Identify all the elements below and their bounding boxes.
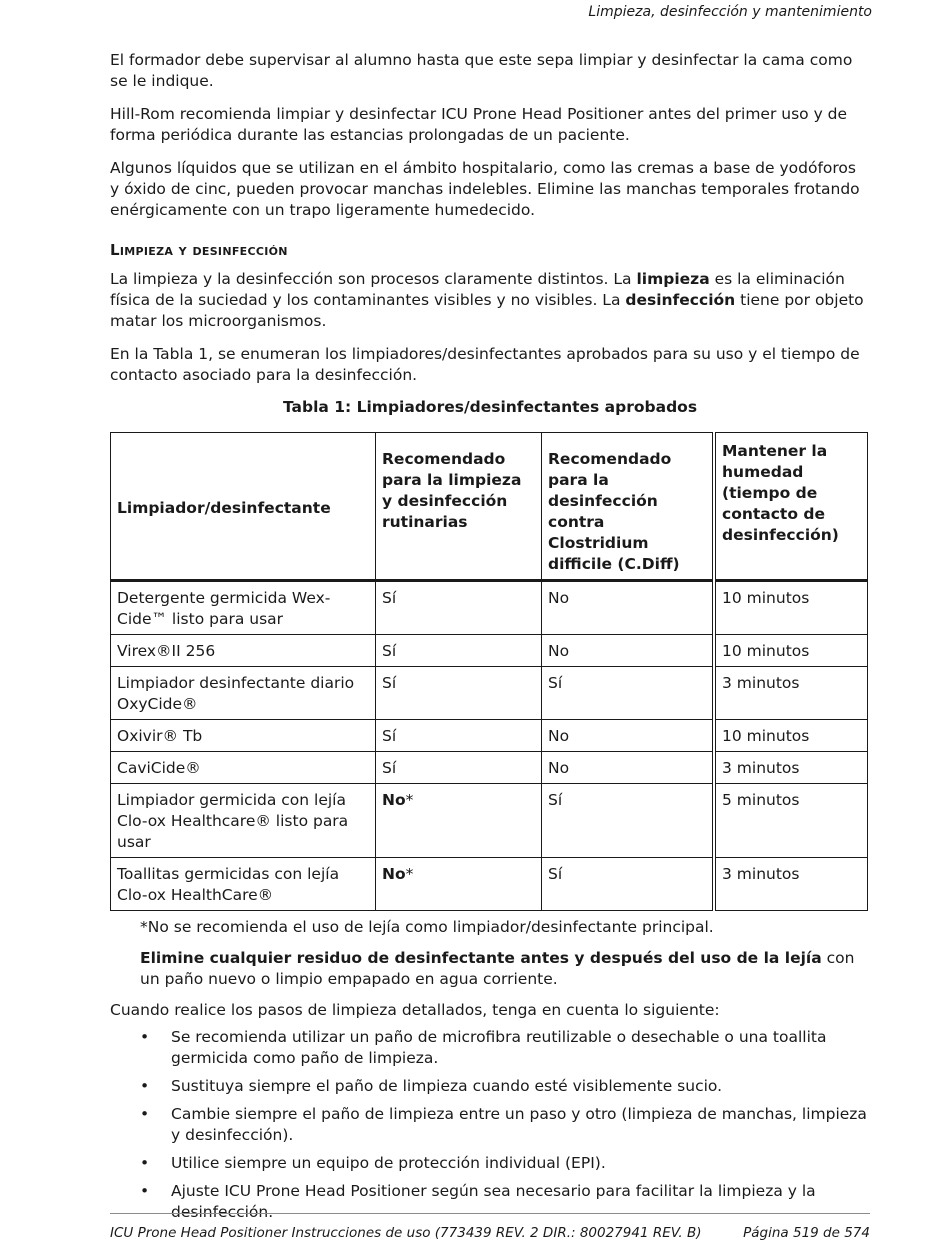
header-cleaner: Limpiador/desinfectante (111, 433, 376, 581)
cell-routine-asterisk: * (405, 865, 414, 883)
cell-cdiff: No (542, 752, 715, 784)
table-body (111, 581, 868, 911)
residue-note-bold: Elimine cualquier residuo de desinfectante antes y después del uso de la lejía (140, 949, 822, 967)
running-header: Limpieza, desinfección y mantenimiento (588, 4, 872, 20)
page-content (110, 50, 870, 1230)
paragraph-recommendation: Hill-Rom recomienda limpiar y desinfectar ICU Prone Head Positioner antes del primer uso y de forma periódica durante las estancias prolongadas de un paciente. (110, 105, 848, 144)
list-item (110, 1104, 870, 1146)
residue-note (140, 948, 870, 990)
paragraph-stains: Algunos líquidos que se utilizan en el ámbito hospitalario, como las cremas a base de yodóforos y óxido de cinc, pueden provocar manchas indelebles. Elimine las manchas temporales frotando enérgicamente con un trapo ligeramente humedecido. (110, 159, 860, 219)
paragraph-trainer: El formador debe supervisar al alumno hasta que este sepa limpiar y desinfectar la cama como se le indique. (110, 51, 853, 90)
cell-cdiff: No (542, 720, 715, 752)
table-title: Tabla 1: Limpiadores/desinfectantes aprobados (282, 398, 698, 416)
cell-cleaner-name: Toallitas germicidas con lejía Clo-ox HealthCare® (111, 858, 376, 911)
header-contact-time: Mantener la humedad (tiempo de contacto de desinfección) (714, 433, 868, 581)
cell-contact-time: 3 minutos (714, 858, 868, 911)
term-limpieza: limpieza (636, 270, 710, 288)
header-routine: Recomendado para la limpieza y desinfección rutinarias (376, 433, 542, 581)
cell-contact-time: 10 minutos (714, 581, 868, 635)
table-row (111, 858, 868, 911)
cell-routine: Sí (376, 635, 542, 667)
cell-contact-time: 10 minutos (714, 635, 868, 667)
cell-routine-asterisk: * (405, 791, 414, 809)
list-item-text: Ajuste ICU Prone Head Positioner según sea necesario para facilitar la limpieza y la desinfección. (171, 1182, 816, 1221)
list-item-text: Sustituya siempre el paño de limpieza cuando esté visiblemente sucio. (171, 1077, 723, 1095)
bullet-icon: • (140, 1154, 150, 1172)
cell-cdiff: No (542, 581, 715, 635)
section-heading: Limpieza y desinfección (110, 241, 288, 259)
footer-page-number: Página 519 de 574 (743, 1225, 870, 1241)
cell-cdiff: Sí (542, 858, 715, 911)
cell-cleaner-name: CaviCide® (111, 752, 376, 784)
list-item (110, 1181, 870, 1223)
footer-document-id: ICU Prone Head Positioner Instrucciones de uso (773439 REV. 2 DIR.: 80027941 REV. B) (110, 1225, 702, 1241)
table-header-row (111, 433, 868, 581)
bullet-icon: • (140, 1077, 150, 1095)
footer-divider (110, 1213, 870, 1214)
cell-cdiff: Sí (542, 667, 715, 720)
table-row (111, 667, 868, 720)
bullet-icon: • (140, 1028, 150, 1046)
steps-list (110, 1027, 870, 1223)
cell-contact-time: 5 minutos (714, 784, 868, 858)
table-row (111, 784, 868, 858)
cell-cleaner-name: Virex®II 256 (111, 635, 376, 667)
cell-routine: Sí (376, 667, 542, 720)
cell-routine: Sí (376, 720, 542, 752)
bullet-icon: • (140, 1105, 150, 1123)
residue-note-rest: con un paño nuevo o limpio empapado en agua corriente. (140, 949, 855, 988)
text-run: tiene por objeto matar los microorganismos. (110, 291, 864, 330)
cell-routine: Sí (376, 581, 542, 635)
list-item-text: Se recomienda utilizar un paño de microfibra reutilizable o desechable o una toallita germicida como paño de limpieza. (171, 1028, 827, 1067)
cell-routine (376, 858, 542, 911)
cleaners-table (110, 432, 868, 911)
cell-cleaner-name: Oxivir® Tb (111, 720, 376, 752)
header-cdiff: Recomendado para la desinfección contra Clostridium difficile (C.Diff) (542, 433, 715, 581)
list-item-text: Utilice siempre un equipo de protección individual (EPI). (171, 1154, 606, 1172)
cell-cdiff: Sí (542, 784, 715, 858)
cell-routine-emphasis: No (382, 791, 406, 809)
cell-routine: Sí (376, 752, 542, 784)
cell-cleaner-name: Detergente germicida Wex-Cide™ listo para usar (111, 581, 376, 635)
cell-routine-emphasis: No (382, 865, 406, 883)
cell-contact-time: 3 minutos (714, 667, 868, 720)
list-item (110, 1153, 870, 1174)
list-item (110, 1076, 870, 1097)
cell-contact-time: 10 minutos (714, 720, 868, 752)
paragraph-table-intro: En la Tabla 1, se enumeran los limpiadores/desinfectantes aprobados para su uso y el tiempo de contacto asociado para la desinfección. (110, 345, 860, 384)
table-row (111, 752, 868, 784)
cell-cleaner-name: Limpiador desinfectante diario OxyCide® (111, 667, 376, 720)
footnote: *No se recomienda el uso de lejía como limpiador/desinfectante principal. (140, 918, 714, 936)
text-run: La limpieza y la desinfección son procesos claramente distintos. La (110, 270, 637, 288)
table-row (111, 581, 868, 635)
term-desinfeccion: desinfección (625, 291, 736, 309)
list-item (110, 1027, 870, 1069)
cell-cdiff: No (542, 635, 715, 667)
cell-cleaner-name: Limpiador germicida con lejía Clo-ox Healthcare® listo para usar (111, 784, 376, 858)
table-row (111, 720, 868, 752)
cell-contact-time: 3 minutos (714, 752, 868, 784)
paragraph-definitions (110, 269, 870, 332)
list-item-text: Cambie siempre el paño de limpieza entre un paso y otro (limpieza de manchas, limpieza y desinfección). (171, 1105, 867, 1144)
text-run: es la eliminación física de la suciedad y los contaminantes visibles y no visibles. La (110, 270, 845, 309)
table-row (111, 635, 868, 667)
bullet-icon: • (140, 1182, 150, 1200)
steps-intro: Cuando realice los pasos de limpieza detallados, tenga en cuenta lo siguiente: (110, 1001, 720, 1019)
cell-routine (376, 784, 542, 858)
